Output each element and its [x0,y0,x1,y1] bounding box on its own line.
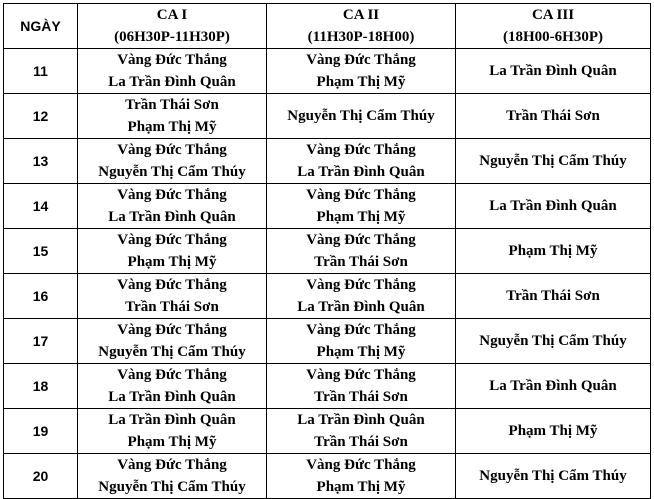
shift-2-cell [267,184,456,229]
staff-name: Nguyễn Thị Cẩm Thúy [98,164,246,180]
staff-name: La Trần Đình Quân [108,74,236,90]
staff-name: La Trần Đình Quân [108,209,236,225]
shift-3-cell [456,94,651,139]
header-row [4,4,651,49]
shift-1-cell [78,454,267,499]
shift-2-header [267,4,456,49]
day-column-header: NGÀY [4,4,78,49]
staff-name: Phạm Thị Mỹ [508,423,598,439]
staff-name: Trần Thái Sơn [125,299,219,315]
staff-name: Trần Thái Sơn [506,288,600,304]
day-cell: 18 [4,364,78,409]
staff-name: Vàng Đức Thắng [306,277,416,293]
staff-name: Vàng Đức Thắng [117,142,227,158]
staff-name: Trần Thái Sơn [314,434,408,450]
staff-name: Vàng Đức Thắng [117,322,227,338]
shift-3-name: CA III [531,7,575,23]
staff-name: Phạm Thị Mỹ [316,209,406,225]
table-row [4,319,651,364]
staff-name: La Trần Đình Quân [108,389,236,405]
staff-name: Nguyễn Thị Cẩm Thúy [287,108,435,124]
shift-3-cell [456,409,651,454]
table-row [4,274,651,319]
shift-1-cell [78,139,267,184]
table-row [4,49,651,94]
shift-2-cell [267,49,456,94]
shift-3-cell [456,319,651,364]
staff-name: La Trần Đình Quân [297,412,425,428]
table-row [4,184,651,229]
staff-name: Phạm Thị Mỹ [127,434,217,450]
table-row [4,409,651,454]
shift-2-name: CA II [342,7,380,23]
shift-2-cell [267,139,456,184]
day-cell: 17 [4,319,78,364]
shift-3-cell [456,274,651,319]
table-row [4,94,651,139]
staff-name: Vàng Đức Thắng [117,367,227,383]
day-cell: 15 [4,229,78,274]
staff-name: Phạm Thị Mỹ [316,479,406,495]
staff-name: Vàng Đức Thắng [117,457,227,473]
shift-1-cell [78,49,267,94]
staff-name: Vàng Đức Thắng [306,322,416,338]
staff-name: Vàng Đức Thắng [117,277,227,293]
day-cell: 11 [4,49,78,94]
staff-name: La Trần Đình Quân [108,412,236,428]
staff-name: Nguyễn Thị Cẩm Thúy [98,479,246,495]
staff-name: Vàng Đức Thắng [117,232,227,248]
shift-3-cell [456,454,651,499]
shift-3-header [456,4,651,49]
shift-3-cell [456,49,651,94]
table-row [4,454,651,499]
day-cell: 13 [4,139,78,184]
shift-1-cell [78,364,267,409]
staff-name: Trần Thái Sơn [125,97,219,113]
staff-name: Vàng Đức Thắng [117,187,227,203]
staff-name: Phạm Thị Mỹ [508,243,598,259]
shift-2-cell [267,274,456,319]
staff-name: Phạm Thị Mỹ [316,344,406,360]
staff-name: La Trần Đình Quân [297,164,425,180]
shift-3-time: (18H00-6H30P) [503,29,603,45]
shift-2-cell [267,454,456,499]
staff-name: Vàng Đức Thắng [306,187,416,203]
shift-schedule-table [3,3,651,499]
day-cell: 16 [4,274,78,319]
staff-name: La Trần Đình Quân [297,299,425,315]
shift-3-cell [456,364,651,409]
staff-name: Vàng Đức Thắng [306,367,416,383]
staff-name: Phạm Thị Mỹ [127,119,217,135]
shift-1-time: (06H30P-11H30P) [114,29,230,45]
shift-1-name: CA I [156,7,188,23]
staff-name: Phạm Thị Mỹ [127,254,217,270]
table-row [4,229,651,274]
day-cell: 12 [4,94,78,139]
table-header [4,4,651,49]
staff-name: Nguyễn Thị Cẩm Thúy [479,468,627,484]
staff-name: Phạm Thị Mỹ [316,74,406,90]
table-row [4,364,651,409]
shift-1-cell [78,274,267,319]
shift-2-cell [267,94,456,139]
staff-name: Trần Thái Sơn [506,108,600,124]
staff-name: Vàng Đức Thắng [306,142,416,158]
table-row [4,139,651,184]
shift-1-cell [78,94,267,139]
shift-3-cell [456,139,651,184]
staff-name: Trần Thái Sơn [314,254,408,270]
shift-1-cell [78,319,267,364]
staff-name: Vàng Đức Thắng [117,52,227,68]
shift-1-cell [78,409,267,454]
staff-name: La Trần Đình Quân [489,63,617,79]
shift-2-cell [267,364,456,409]
day-cell: 14 [4,184,78,229]
shift-1-cell [78,229,267,274]
staff-name: Nguyễn Thị Cẩm Thúy [98,344,246,360]
staff-name: Trần Thái Sơn [314,389,408,405]
staff-name: Vàng Đức Thắng [306,232,416,248]
shift-3-cell [456,184,651,229]
staff-name: Nguyễn Thị Cẩm Thúy [479,153,627,169]
shift-1-header [78,4,267,49]
shift-1-cell [78,184,267,229]
staff-name: La Trần Đình Quân [489,198,617,214]
day-cell: 19 [4,409,78,454]
table-body [4,49,651,499]
shift-2-time: (11H30P-18H00) [307,29,415,45]
staff-name: La Trần Đình Quân [489,378,617,394]
shift-2-cell [267,409,456,454]
staff-name: Vàng Đức Thắng [306,52,416,68]
staff-name: Nguyễn Thị Cẩm Thúy [479,333,627,349]
shift-2-cell [267,229,456,274]
staff-name: Vàng Đức Thắng [306,457,416,473]
shift-3-cell [456,229,651,274]
day-cell: 20 [4,454,78,499]
shift-2-cell [267,319,456,364]
